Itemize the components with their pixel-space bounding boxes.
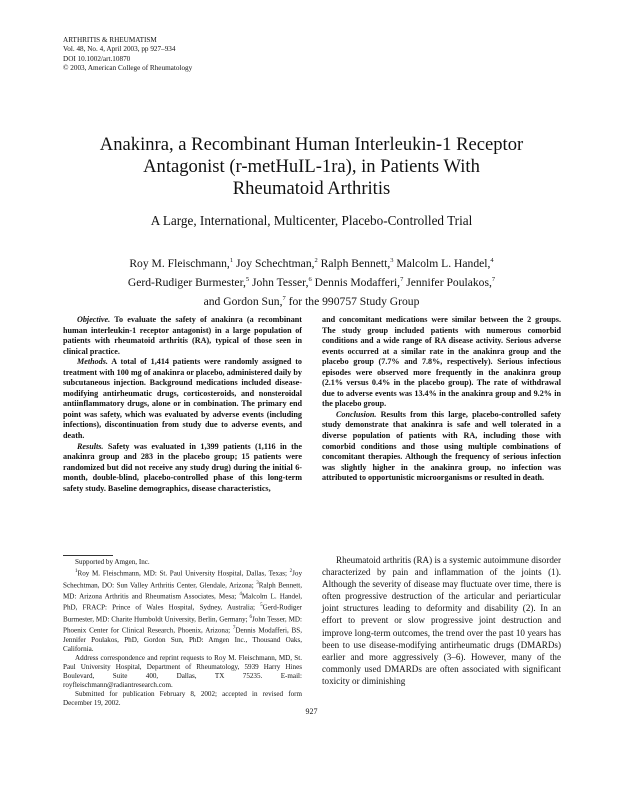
footnote-correspondence: Address correspondence and reprint requests to Roy M. Fleischmann, MD, St. Paul University Hospital, Department of Rheumatology, 5939 Harry Hines Boulevard, Suite 400, Dallas, TX 75235. E-mail: royfleischmann@radiantresearch.com. [63,654,302,690]
abstract-right-column [322,315,561,484]
abstract-left-column [63,315,302,494]
abstract-results-continued: and concomitant medications were similar between the 2 groups. The study group included patients with numerous comorbid conditions and a wide range of RA disease activity. Serious adverse events occurred at a similar rate in the anakinra group and the placebo group (7.7% and 7.8%, respectively). Serious infectious episodes were observed more frequently in the anakinra group (2.1% versus 0.4% in the placebo group). The rate of withdrawal due to adverse events was 13.4% in the anakinra group and 9.2% in the placebo group. [322,315,561,409]
footnote-divider [63,555,113,556]
footnotes [63,558,302,709]
journal-doi: DOI 10.1002/art.10870 [63,54,131,63]
abstract-methods: Methods. A total of 1,414 patients were randomly assigned to treatment with 100 mg of anakinra or placebo, administered daily by subcutaneous injection. Background medications included disease-modifying antirheumatic drugs, corticosteroids, and nonsteroidal antiinflammatory drugs, alone or in combination. The primary end point was safety, which was evaluated by adverse events (including infections), discontinuation from study due to adverse events, and death. [63,357,302,441]
journal-name: ARTHRITIS & RHEUMATISM [63,36,157,44]
article-title [40,134,583,200]
abstract-results: Results. Safety was evaluated in 1,399 patients (1,116 in the anakinra group and 283 in the placebo group; 15 patients were randomized but did not receive any study drug) during the initial 6-month, double-blind, placebo-controlled phase of this long-term safety study. Baseline demographics, disease characteristics, [63,441,302,493]
footnote-support: Supported by Amgen, Inc. [75,558,150,566]
results-heading: Results. [77,441,104,451]
author-list [60,253,563,310]
conclusion-heading: Conclusion. [336,409,377,419]
footnote-submitted: Submitted for publication February 8, 2002; accepted in revised form December 19, 2002. [63,690,302,708]
author-line-2: Gerd-Rudiger Burmester,$^5$ John Tesser,$^6$ Dennis Modafferi,$^7$ Jennifer Poulakos,$^7$ [127,275,496,289]
abstract-conclusion: Conclusion. Results from this large, placebo-controlled safety study demonstrate that anakinra is safe and well tolerated in a diverse population of patients with RA, including those with comorbid conditions and those using multiple combinations of concomitant therapies. Although the frequency of serious infection was slightly higher in the anakinra group, no infection was attributed to opportunistic microorganisms or resulted in death. [322,409,561,483]
title-line-3: Rheumatoid Arthritis [232,178,391,199]
footnote-affiliations: $^1$Roy M. Fleischmann, MD: St. Paul University Hospital, Dallas, Texas; $^2$Joy Schechtman, DO: Sun Valley Arthritis Center, Glendale, Arizona; $^3$Ralph Bennett, MD: Arizona Arthritis and Rheumatism Associates, Mesa; $^4$Malcolm L. Handel, PhD, FRACP: Prince of Wales Hospital, Sydney, Australia; $^5$Gerd-Rudiger Burmester, MD: Charite Humboldt University, Berlin, Germany; $^6$John Tesser, MD: Phoenix Center for Clinical Research, Phoenix, Arizona; $^7$Dennis Modafferi, BS, Jennifer Poulakos, PhD, Gordon Sun, PhD: Amgen Inc., Thousand Oaks, California. [63,569,302,653]
journal-volume: Vol. 48, No. 4, April 2003, pp 927–934 [63,45,176,54]
author-line-1: Roy M. Fleischmann,$^1$ Joy Schechtman,$^2$ Ralph Bennett,$^3$ Malcolm L. Handel,$^4$ [129,256,494,270]
page-number: 927 [305,707,318,716]
article-subtitle: A Large, International, Multicenter, Placebo-Controlled Trial [150,213,473,228]
methods-heading: Methods. [77,357,108,367]
journal-copyright: © 2003, American College of Rheumatology [63,64,193,73]
abstract-objective: Objective. To evaluate the safety of anakinra (a recombinant human interleukin-1 receptor antagonist) in a large population of patients with rheumatoid arthritis (RA), typical of those seen in clinical practice. [63,315,302,356]
body-paragraph: Rheumatoid arthritis (RA) is a systemic autoimmune disorder characterized by pain and inflammation of the joints (1). Although the severity of disease may fluctuate over time, there is often progressive destruction of the articular and periarticular joint structures leading to deformity and disability (2). In an effort to prevent or slow progressive joint destruction and improve long-term outcomes, the trend over the past 10 years has been to use disease-modifying antirheumatic drugs (DMARDs) earlier and more aggressively (3–6). However, many of the commonly used DMARDs are often associated with significant toxicity or diminishing [322,555,561,686]
objective-heading: Objective. [77,315,111,324]
body-text-column [322,554,561,687]
title-line-1: Anakinra, a Recombinant Human Interleukin-1 Receptor [99,134,524,155]
title-line-2: Antagonist (r-metHuIL-1ra), in Patients With [143,156,480,177]
author-line-3: and Gordon Sun,$^7$ for the 990757 Study Group [203,294,420,308]
journal-header [63,36,192,74]
